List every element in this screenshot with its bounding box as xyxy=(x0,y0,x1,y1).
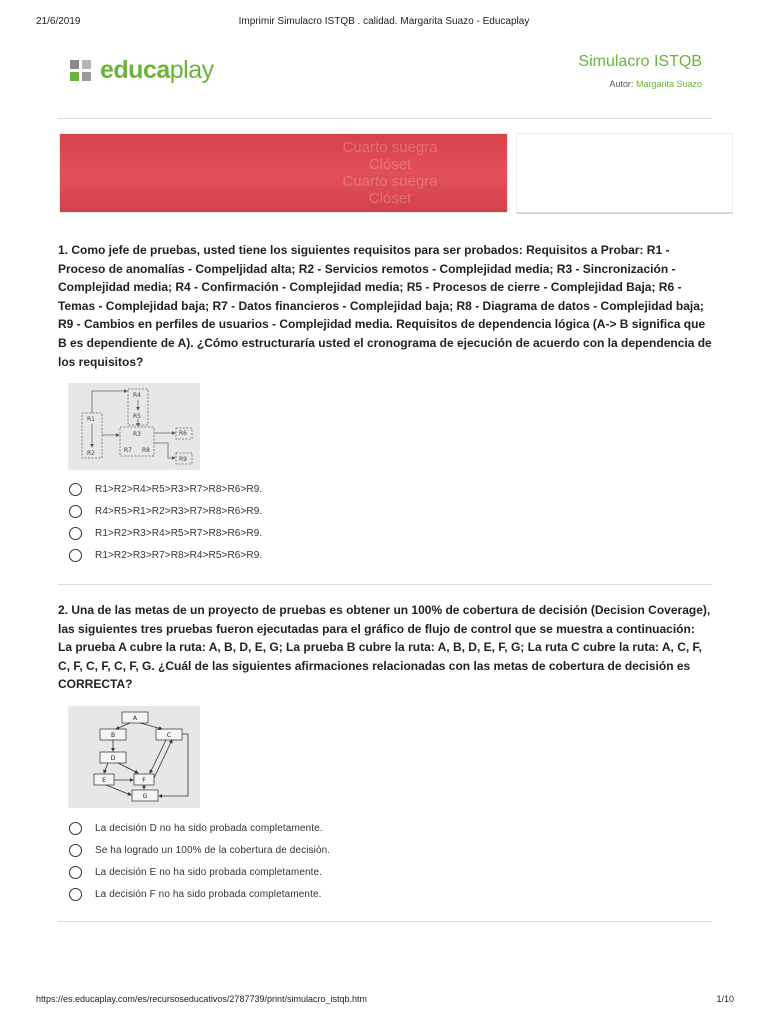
question-1-text: 1. Como jefe de pruebas, usted tiene los siguientes requisitos para ser probados: Requisitos a Probar: R1 - Proceso de anomalías - Compeljidad alta; R2 - Servicios remotos - Complejidad media; R3 - Sincronización - Complejidad media; R4 - Confirmación - Complejidad media; R5 - Procesos de cierre - Complejidad Baja; R6 - Temas - Complejidad baja; R7 - Datos financieros - Complejidad baja; R8 - Diagrama de datos - Complejidad baja; R9 - Cambios en perfiles de usuarios - Complejidad media. Requisitos de dependencia lógica (A-> B significa que B es dependiente de A). ¿Cómo estructuraría usted el cronograma de ejecución de acuerdo con la dependencia de los requisitos? xyxy=(58,243,712,369)
answer-option[interactable] xyxy=(69,883,330,905)
page-count: 1/10 xyxy=(716,994,734,1004)
requirements-dependency-diagram xyxy=(68,383,200,470)
answer-option-label: La decisión E no ha sido probada completamente. xyxy=(95,866,323,878)
question-1-options xyxy=(69,479,262,566)
diagram-label: R4 xyxy=(133,392,141,399)
diagram-label: B xyxy=(110,732,116,739)
print-url: https://es.educaplay.com/es/recursoseducativos/2787739/print/simulacro_istqb.htm xyxy=(36,994,368,1004)
diagram-label: R2 xyxy=(87,450,95,457)
question-divider xyxy=(58,921,712,922)
answer-option[interactable] xyxy=(69,523,262,545)
answer-option[interactable] xyxy=(69,544,262,566)
answer-option-label: R1>R2>R3>R4>R5>R7>R8>R6>R9. xyxy=(95,527,263,539)
radio-button[interactable] xyxy=(69,888,82,901)
answer-option-label: La decisión D no ha sido probada completamente. xyxy=(95,823,323,835)
banner-watermark: Cuarto suegra xyxy=(342,173,438,190)
logo-wordmark: educaplay xyxy=(100,56,214,84)
radio-button[interactable] xyxy=(69,844,82,857)
answer-option-label: R4>R5>R1>R2>R3>R7>R8>R6>R9. xyxy=(95,506,263,518)
diagram-label: R3 xyxy=(133,431,141,438)
print-title: Imprimir Simulacro ISTQB . calidad. Margarita Suazo - Educaplay xyxy=(238,16,530,27)
diagram-label: R9 xyxy=(179,456,187,463)
question-2-diagram xyxy=(68,706,200,808)
diagram-label: R7 xyxy=(124,447,132,454)
question-2-options xyxy=(69,818,330,905)
banner-watermark: Clóset xyxy=(368,190,412,207)
radio-button[interactable] xyxy=(69,866,82,879)
banner-watermark: Cuarto suegra xyxy=(342,139,438,156)
print-date: 21/6/2019 xyxy=(36,16,81,27)
diagram-label: C xyxy=(166,732,172,739)
answer-option[interactable] xyxy=(69,862,330,884)
educaplay-logo[interactable] xyxy=(70,56,214,85)
answer-option[interactable] xyxy=(69,501,262,523)
author-line xyxy=(609,79,702,89)
diagram-label: R6 xyxy=(179,430,187,437)
control-flow-graph xyxy=(68,706,200,808)
diagram-label: A xyxy=(132,715,138,722)
answer-option[interactable] xyxy=(69,840,330,862)
banner-blank-panel xyxy=(516,133,733,214)
answer-option-label: R1>R2>R4>R5>R3>R7>R8>R6>R9. xyxy=(95,484,263,496)
answer-option-label: La decisión F no ha sido probada completamente. xyxy=(95,888,322,900)
radio-button[interactable] xyxy=(69,483,82,496)
answer-option[interactable] xyxy=(69,479,262,501)
answer-option-label: Se ha logrado un 100% de la cobertura de decisión. xyxy=(95,845,331,857)
educaplay-logo-icon xyxy=(70,60,92,82)
radio-button[interactable] xyxy=(69,505,82,518)
author-name[interactable]: Margarita Suazo xyxy=(635,79,702,89)
banner-image xyxy=(59,133,508,213)
radio-button[interactable] xyxy=(69,822,82,835)
diagram-label: R8 xyxy=(142,447,150,454)
radio-button[interactable] xyxy=(69,527,82,540)
diagram-label: R5 xyxy=(133,413,141,420)
diagram-label: R1 xyxy=(87,416,95,423)
question-divider xyxy=(58,584,712,585)
question-2-text: 2. Una de las metas de un proyecto de pruebas es obtener un 100% de cobertura de decisión (Decision Coverage), las siguientes tres pruebas fueron ejecutadas para el gráfico de flujo de control que se muestra a continuación: La prueba A cubre la ruta: A, B, D, E, G; La prueba B cubre la ruta: A, B, D, E, F, G; La ruta C cubre la ruta: A, C, F, C, F, C, F, C, F, G. ¿Cuál de las siguientes afirmaciones relacionadas con las metas de cobertura de decisión es CORRECTA? xyxy=(58,603,711,692)
banner-watermark: Clóset xyxy=(368,156,412,173)
question-1-diagram xyxy=(68,383,200,470)
answer-option[interactable] xyxy=(69,818,330,840)
radio-button[interactable] xyxy=(69,549,82,562)
header-divider xyxy=(58,118,712,119)
activity-title: Simulacro ISTQB xyxy=(578,53,702,70)
diagram-label: F xyxy=(142,777,146,784)
diagram-label: E xyxy=(102,777,106,784)
answer-option-label: R1>R2>R3>R7>R8>R4>R5>R6>R9. xyxy=(95,549,263,561)
author-label: Autor: xyxy=(609,79,634,89)
diagram-label: G xyxy=(142,793,148,800)
diagram-label: D xyxy=(110,755,116,762)
